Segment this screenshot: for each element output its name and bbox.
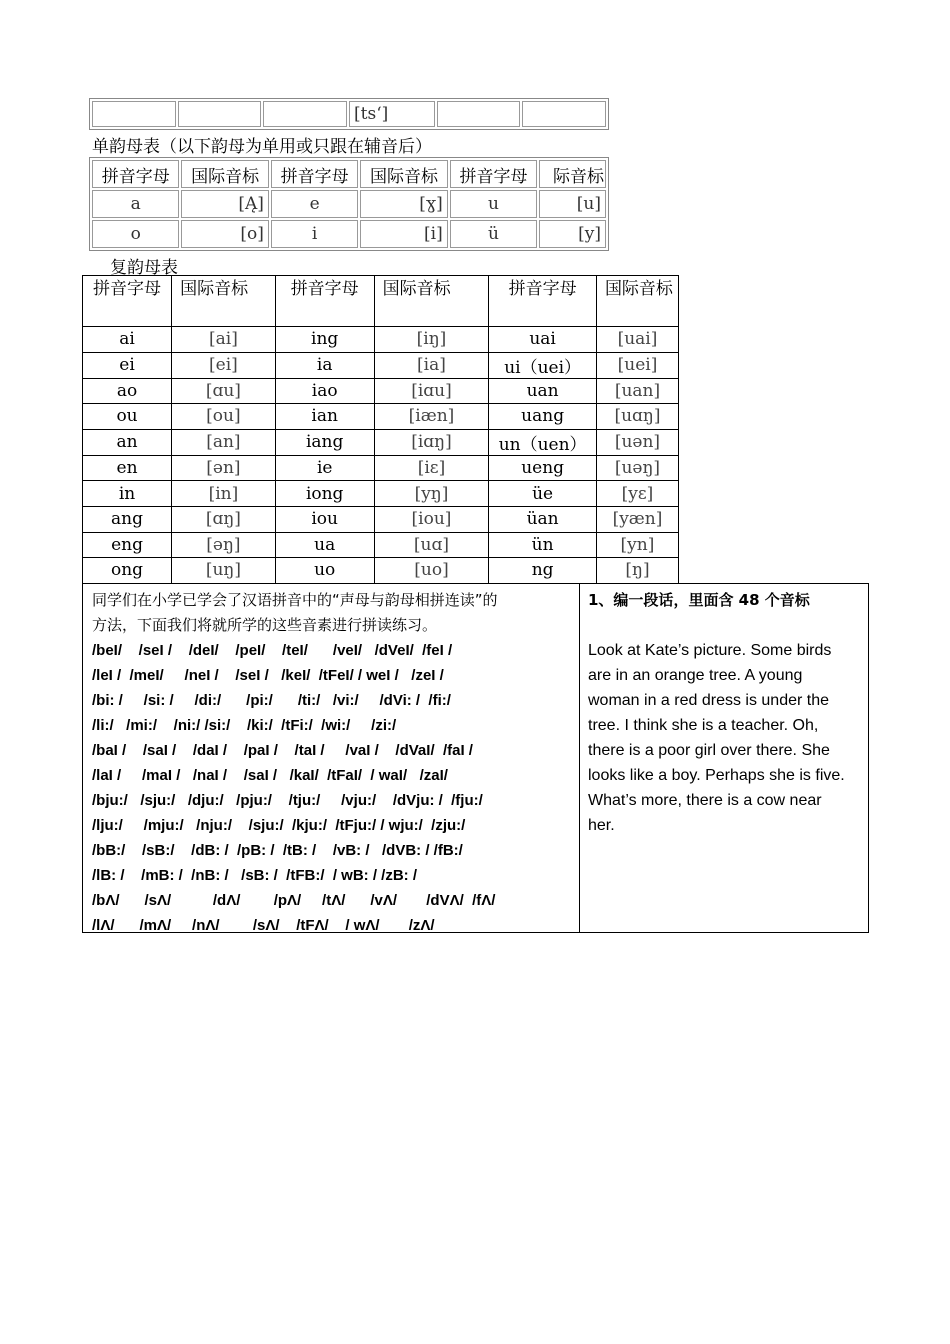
table-cell: ao bbox=[83, 378, 172, 404]
paragraph-line: are in an orange tree. A young bbox=[588, 667, 803, 684]
table-cell: en bbox=[83, 455, 172, 481]
table-cell: [ɑu] bbox=[172, 378, 276, 404]
paragraph-line: her. bbox=[588, 817, 615, 834]
compound-finals-table bbox=[82, 275, 679, 584]
table-cell: [ən] bbox=[172, 455, 276, 481]
compound-table-body bbox=[83, 327, 679, 584]
ipa-fragment-table bbox=[89, 98, 609, 130]
table-cell: [uən] bbox=[596, 429, 678, 455]
table-row bbox=[92, 190, 606, 218]
table-cell: [uŋ] bbox=[172, 558, 276, 584]
table-cell bbox=[522, 101, 606, 127]
table-cell: uo bbox=[275, 558, 374, 584]
table-cell: [y] bbox=[539, 220, 606, 248]
table-cell: [iɛ] bbox=[374, 455, 489, 481]
monophthong-table-title: 单韵母表（以下韵母为单用或只跟在辅音后） bbox=[92, 137, 432, 157]
table-cell: [uei] bbox=[596, 352, 678, 378]
table-cell: [iɑŋ] bbox=[374, 429, 489, 455]
column-header: 拼音字母 bbox=[271, 160, 358, 188]
table-cell: iong bbox=[275, 481, 374, 507]
table-cell: [o] bbox=[181, 220, 268, 248]
table-cell: [uɑŋ] bbox=[596, 404, 678, 430]
table-cell: [u] bbox=[539, 190, 606, 218]
table-cell: ong bbox=[83, 558, 172, 584]
table-cell: o bbox=[92, 220, 179, 248]
drill-line: /bju:/ /sju:/ /dju:/ /pju:/ /tju:/ /vju:/ /dVju: / /fju:/ bbox=[92, 792, 483, 809]
drill-line: /li:/ /mi:/ /ni:/ /si:/ /ki:/ /tFi:/ /wi:/ /zi:/ bbox=[92, 717, 397, 734]
table-cell bbox=[437, 101, 521, 127]
paragraph-line: tree. I think she is a teacher. Oh, bbox=[588, 717, 819, 734]
table-cell: e bbox=[271, 190, 358, 218]
practice-intro: 同学们在小学已学会了汉语拼音中的“声母与韵母相拼连读”的 bbox=[92, 591, 498, 609]
table-cell: [ei] bbox=[172, 352, 276, 378]
table-row bbox=[83, 429, 679, 455]
table-row bbox=[83, 352, 679, 378]
column-header: 国际音标 bbox=[172, 276, 276, 327]
table-cell: [uɑ] bbox=[374, 532, 489, 558]
table-cell: [i] bbox=[360, 220, 447, 248]
table-cell: üe bbox=[489, 481, 597, 507]
table-cell: ang bbox=[83, 506, 172, 532]
composition-task: 1、编一段话，里面含 48 个音标 bbox=[588, 591, 810, 609]
drill-line: /baI / /saI / /daI / /paI / /taI / /vaI / /dVaI/ /faI / bbox=[92, 742, 473, 759]
column-header: 国际音标 bbox=[596, 276, 678, 327]
column-header: 国际音标 bbox=[360, 160, 447, 188]
practice-intro: 方法，下面我们将就所学的这些音素进行拼读练习。 bbox=[92, 616, 438, 634]
table-cell: eng bbox=[83, 532, 172, 558]
table-cell: ie bbox=[275, 455, 374, 481]
table-cell: [iɑu] bbox=[374, 378, 489, 404]
table-row bbox=[83, 327, 679, 353]
table-cell bbox=[178, 101, 262, 127]
paragraph-line: woman in a red dress is under the bbox=[588, 692, 830, 709]
drill-line: /bΛ/ /sΛ/ /dΛ/ /pΛ/ /tΛ/ /vΛ/ /dVΛ/ /fΛ/ bbox=[92, 892, 496, 909]
table-cell: [ŋ] bbox=[596, 558, 678, 584]
paragraph-line: Look at Kate’s picture. Some birds bbox=[588, 642, 832, 659]
table-cell: iao bbox=[275, 378, 374, 404]
column-header: 拼音字母 bbox=[489, 276, 597, 327]
table-cell: a bbox=[92, 190, 179, 218]
paragraph-line: What’s more, there is a cow near bbox=[588, 792, 822, 809]
drill-line: /beI/ /seI / /deI/ /peI/ /teI/ /veI/ /dVeI/ /feI / bbox=[92, 642, 453, 659]
table-cell: [uəŋ] bbox=[596, 455, 678, 481]
table-cell: [ai] bbox=[172, 327, 276, 353]
table-cell: ua bbox=[275, 532, 374, 558]
table-cell: ai bbox=[83, 327, 172, 353]
practice-section bbox=[82, 583, 869, 933]
table-cell: [an] bbox=[172, 429, 276, 455]
column-header: 拼音字母 bbox=[83, 276, 172, 327]
table-cell: [yæn] bbox=[596, 506, 678, 532]
paragraph-line: looks like a boy. Perhaps she is five. bbox=[588, 767, 845, 784]
table-cell: ü bbox=[450, 220, 537, 248]
column-header: 拼音字母 bbox=[92, 160, 179, 188]
table-cell: [in] bbox=[172, 481, 276, 507]
table-cell: ün bbox=[489, 532, 597, 558]
table-cell: ui（uei） bbox=[489, 352, 597, 378]
table-cell: ng bbox=[489, 558, 597, 584]
table-cell: [iŋ] bbox=[374, 327, 489, 353]
table-header-row bbox=[83, 276, 679, 327]
column-header: 国际音标 bbox=[374, 276, 489, 327]
column-header: 拼音字母 bbox=[275, 276, 374, 327]
table-cell: in bbox=[83, 481, 172, 507]
monophthong-table bbox=[89, 157, 609, 251]
drill-line: /bi: / /si: / /di:/ /pi:/ /ti:/ /vi:/ /dVi: / /fi:/ bbox=[92, 692, 451, 709]
table-row bbox=[83, 481, 679, 507]
table-cell: [iou] bbox=[374, 506, 489, 532]
column-header: 国际音标 bbox=[181, 160, 268, 188]
table-cell: uai bbox=[489, 327, 597, 353]
table-row bbox=[83, 532, 679, 558]
table-cell bbox=[263, 101, 347, 127]
compound-table-title: 复韵母表 bbox=[110, 258, 178, 278]
drill-line: /lB: / /mB: / /nB: / /sB: / /tFB:/ / wB: / /zB: / bbox=[92, 867, 417, 884]
table-cell: ian bbox=[275, 404, 374, 430]
table-cell: [iæn] bbox=[374, 404, 489, 430]
table-cell: üan bbox=[489, 506, 597, 532]
table-row bbox=[83, 404, 679, 430]
table-cell: ou bbox=[83, 404, 172, 430]
drill-line: /lju:/ /mju:/ /nju:/ /sju:/ /kju:/ /tFju:/ / wju:/ /zju:/ bbox=[92, 817, 466, 834]
table-cell: [ɣ] bbox=[360, 190, 447, 218]
table-cell: ia bbox=[275, 352, 374, 378]
drill-line: /laI / /maI / /naI / /saI / /kaI/ /tFaI/ / waI/ /zaI/ bbox=[92, 767, 448, 784]
table-row bbox=[92, 220, 606, 248]
paragraph-line: there is a poor girl over there. She bbox=[588, 742, 830, 759]
drill-line: /lΛ/ /mΛ/ /nΛ/ /sΛ/ /tFΛ/ / wΛ/ /zΛ/ bbox=[92, 917, 435, 934]
table-header-row bbox=[92, 160, 606, 188]
column-header: 拼音字母 bbox=[450, 160, 537, 188]
composition-column bbox=[580, 584, 868, 932]
table-cell: [ou] bbox=[172, 404, 276, 430]
table-cell: [Ą] bbox=[181, 190, 268, 218]
table-cell: i bbox=[271, 220, 358, 248]
table-cell: ing bbox=[275, 327, 374, 353]
table-row bbox=[83, 558, 679, 584]
table-cell: [yŋ] bbox=[374, 481, 489, 507]
composition-paragraph bbox=[588, 638, 868, 838]
table-cell: [uai] bbox=[596, 327, 678, 353]
table-cell: [uo] bbox=[374, 558, 489, 584]
table-cell: u bbox=[450, 190, 537, 218]
table-cell: iang bbox=[275, 429, 374, 455]
table-cell: [uan] bbox=[596, 378, 678, 404]
table-cell: ueng bbox=[489, 455, 597, 481]
column-header: 际音标 bbox=[539, 160, 606, 188]
table-cell: [əŋ] bbox=[172, 532, 276, 558]
table-cell: uang bbox=[489, 404, 597, 430]
table-row bbox=[83, 506, 679, 532]
table-cell: ei bbox=[83, 352, 172, 378]
table-cell: [ɑŋ] bbox=[172, 506, 276, 532]
table-row bbox=[92, 101, 606, 127]
table-row bbox=[83, 455, 679, 481]
table-cell: uan bbox=[489, 378, 597, 404]
table-cell: [ts‘] bbox=[349, 101, 435, 127]
spelling-practice-column bbox=[83, 584, 580, 932]
drill-line: /bB:/ /sB:/ /dB: / /pB: / /tB: / /vB: / /dVB: / /fB:/ bbox=[92, 842, 463, 859]
table-cell bbox=[92, 101, 176, 127]
table-cell: an bbox=[83, 429, 172, 455]
table-cell: [yn] bbox=[596, 532, 678, 558]
phonetic-drill-lines bbox=[92, 638, 579, 938]
table-cell: un（uen） bbox=[489, 429, 597, 455]
table-cell: [ia] bbox=[374, 352, 489, 378]
table-cell: [yɛ] bbox=[596, 481, 678, 507]
drill-line: /leI / /meI/ /neI / /seI / /keI/ /tFeI/ / weI / /zeI / bbox=[92, 667, 444, 684]
table-cell: iou bbox=[275, 506, 374, 532]
table-row bbox=[83, 378, 679, 404]
